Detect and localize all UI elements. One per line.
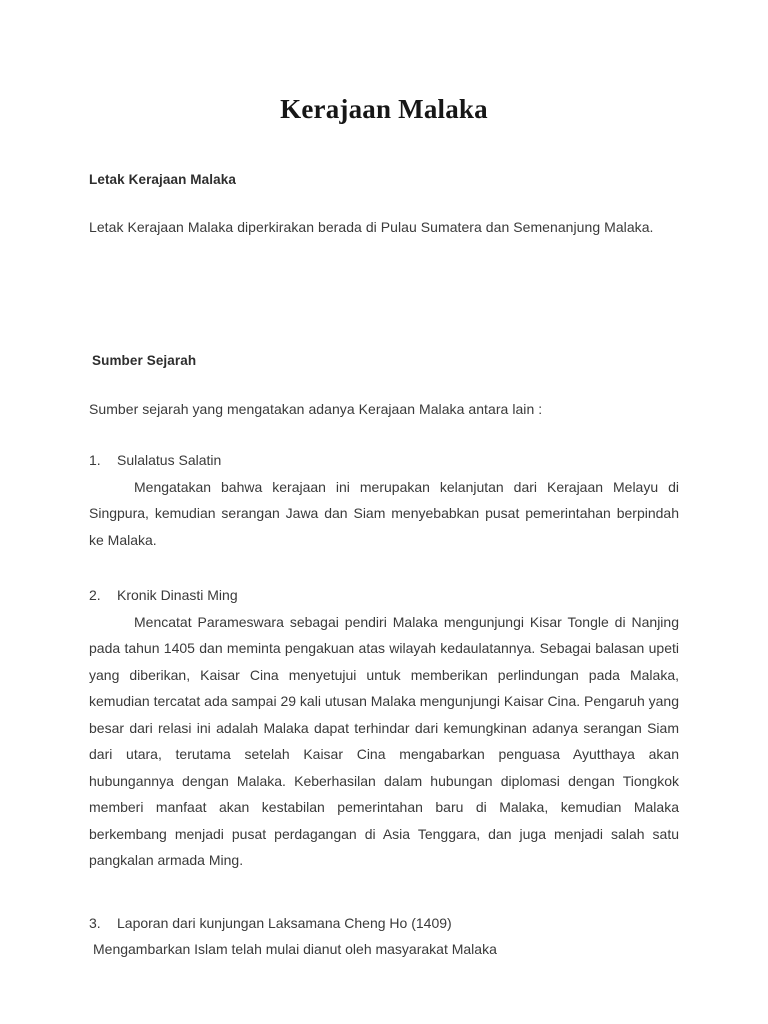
section-heading-sumber-sejarah: Sumber Sejarah bbox=[92, 352, 197, 368]
list-item-number: 3. bbox=[89, 914, 101, 931]
section-intro-sumber-sejarah: Sumber sejarah yang mengatakan adanya Kerajaan Malaka antara lain : bbox=[89, 400, 543, 417]
page-title: Kerajaan Malaka bbox=[280, 94, 488, 124]
section-paragraph-letak: Letak Kerajaan Malaka diperkirakan berada di Pulau Sumatera dan Semenanjung Malaka. bbox=[89, 219, 654, 235]
section-heading-letak: Letak Kerajaan Malaka bbox=[89, 172, 236, 187]
list-item-body: Mengatakan bahwa kerajaan ini merupakan kelanjutan dari Kerajaan Melayu di Singpura, kemudian serangan Jawa dan Siam menyebabkan pusat pemerintahan berpindah ke Malaka. bbox=[89, 478, 679, 548]
list-item bbox=[89, 874, 679, 937]
list-item-label: Laporan dari kunjungan Laksamana Cheng Ho (1409) bbox=[117, 914, 452, 931]
document-body bbox=[89, 0, 679, 963]
list-item-body: Mencatat Parameswara sebagai pendiri Malaka mengunjungi Kisar Tongle di Nanjing pada tahun 1405 dan meminta pengakuan atas wilayah kedaulatannya. Sebagai balasan upeti yang diberikan, Kaisar Cina menyetujui untuk memberikan perlindungan pada Malaka, kemudian tercatat ada sampai 29 kali utusan Malaka mengunjungi Kaisar Cina. Pengaruh yang besar dari relasi ini adalah Malaka dapat terhindar dari kemungkinan adanya serangan Siam dari utara, terutama setelah Kaisar Cina mengabarkan penguasa Ayutthaya akan hubungannya dengan Malaka. Keberhasilan dalam hubungan diplomasi dengan Tiongkok memberi manfaat akan kestabilan pemerintahan baru di Malaka, kemudian Malaka berkembang menjadi pusat perdagangan di Asia Tenggara, dan juga menjadi salah satu pangkalan armada Ming. bbox=[89, 613, 679, 868]
list-item-number: 1. bbox=[89, 452, 101, 468]
list-item-heading-row bbox=[89, 910, 679, 937]
list-item-label: Kronik Dinasti Ming bbox=[117, 587, 238, 603]
list-item-body: Mengambarkan Islam telah mulai dianut oleh masyarakat Malaka bbox=[93, 941, 497, 957]
list-item-number: 2. bbox=[89, 587, 101, 603]
list-item bbox=[89, 553, 679, 609]
list-item-heading-row bbox=[89, 582, 679, 609]
list-item-label: Sulalatus Salatin bbox=[117, 452, 222, 468]
list-item bbox=[89, 422, 679, 474]
list-item-heading-row bbox=[89, 447, 679, 474]
